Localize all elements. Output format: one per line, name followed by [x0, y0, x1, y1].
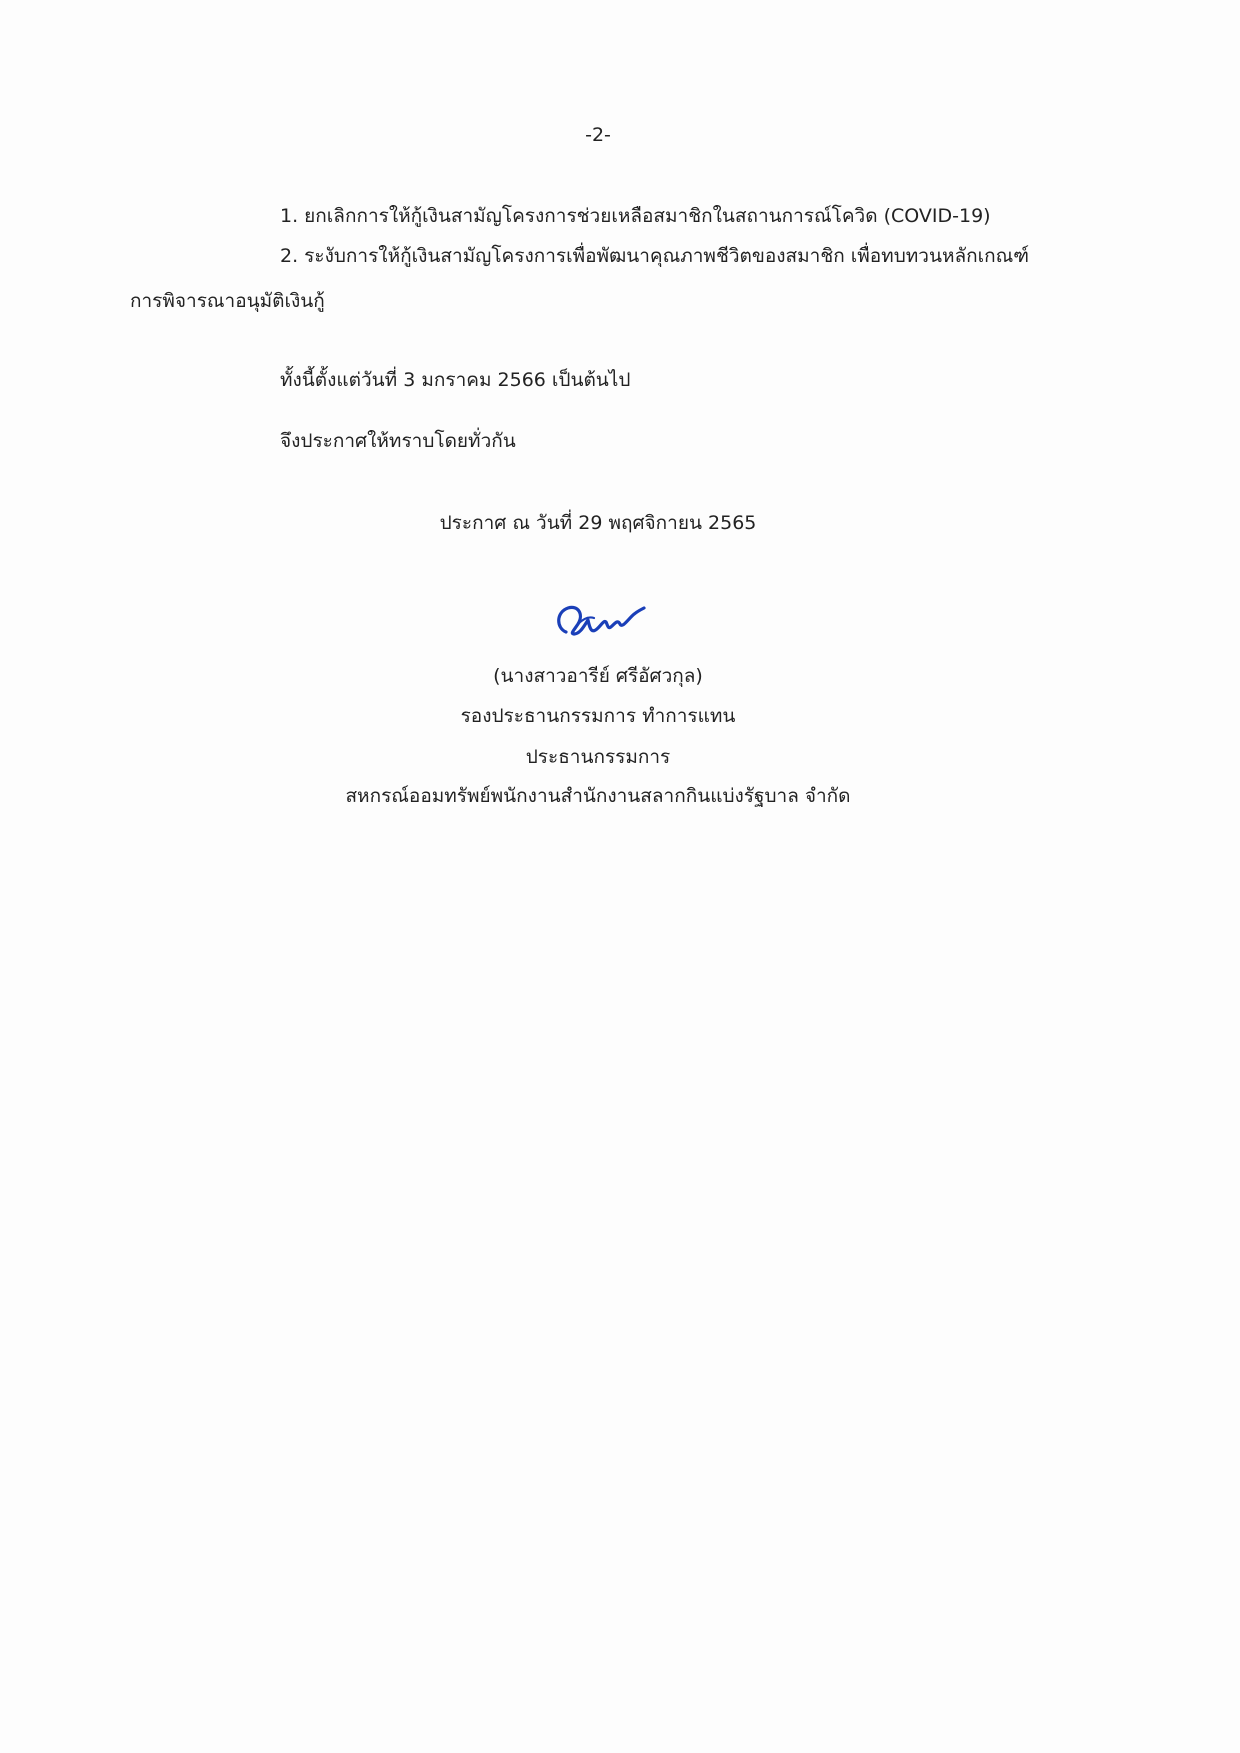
- handwritten-signature: [548, 590, 648, 646]
- effective-date: ทั้งนี้ตั้งแต่วันที่ 3 มกราคม 2566 เป็นต้นไป: [280, 369, 631, 391]
- signer-name: (นางสาวอารีย์ ศรีอัศวกุล): [493, 665, 703, 687]
- organization-name: สหกรณ์ออมทรัพย์พนักงานสำนักงานสลากกินแบ่งรัฐบาล จำกัด: [345, 785, 851, 807]
- resolution-item-2-continuation: การพิจารณาอนุมัติเงินกู้: [130, 290, 325, 312]
- announcement-text: จึงประกาศให้ทราบโดยทั่วกัน: [280, 430, 516, 452]
- signer-title: รองประธานกรรมการ ทำการแทน: [460, 705, 736, 727]
- announcement-date: ประกาศ ณ วันที่ 29 พฤศจิกายน 2565: [439, 512, 757, 534]
- resolution-item-2: 2. ระงับการให้กู้เงินสามัญโครงการเพื่อพัฒนาคุณภาพชีวิตของสมาชิก เพื่อทบทวนหลักเกณฑ์: [280, 245, 1030, 267]
- signer-acting-for: ประธานกรรมการ: [525, 746, 671, 768]
- resolution-item-1: 1. ยกเลิกการให้กู้เงินสามัญโครงการช่วยเหลือสมาชิกในสถานการณ์โควิด (COVID-19): [280, 205, 991, 227]
- page-number: -2-: [585, 124, 611, 146]
